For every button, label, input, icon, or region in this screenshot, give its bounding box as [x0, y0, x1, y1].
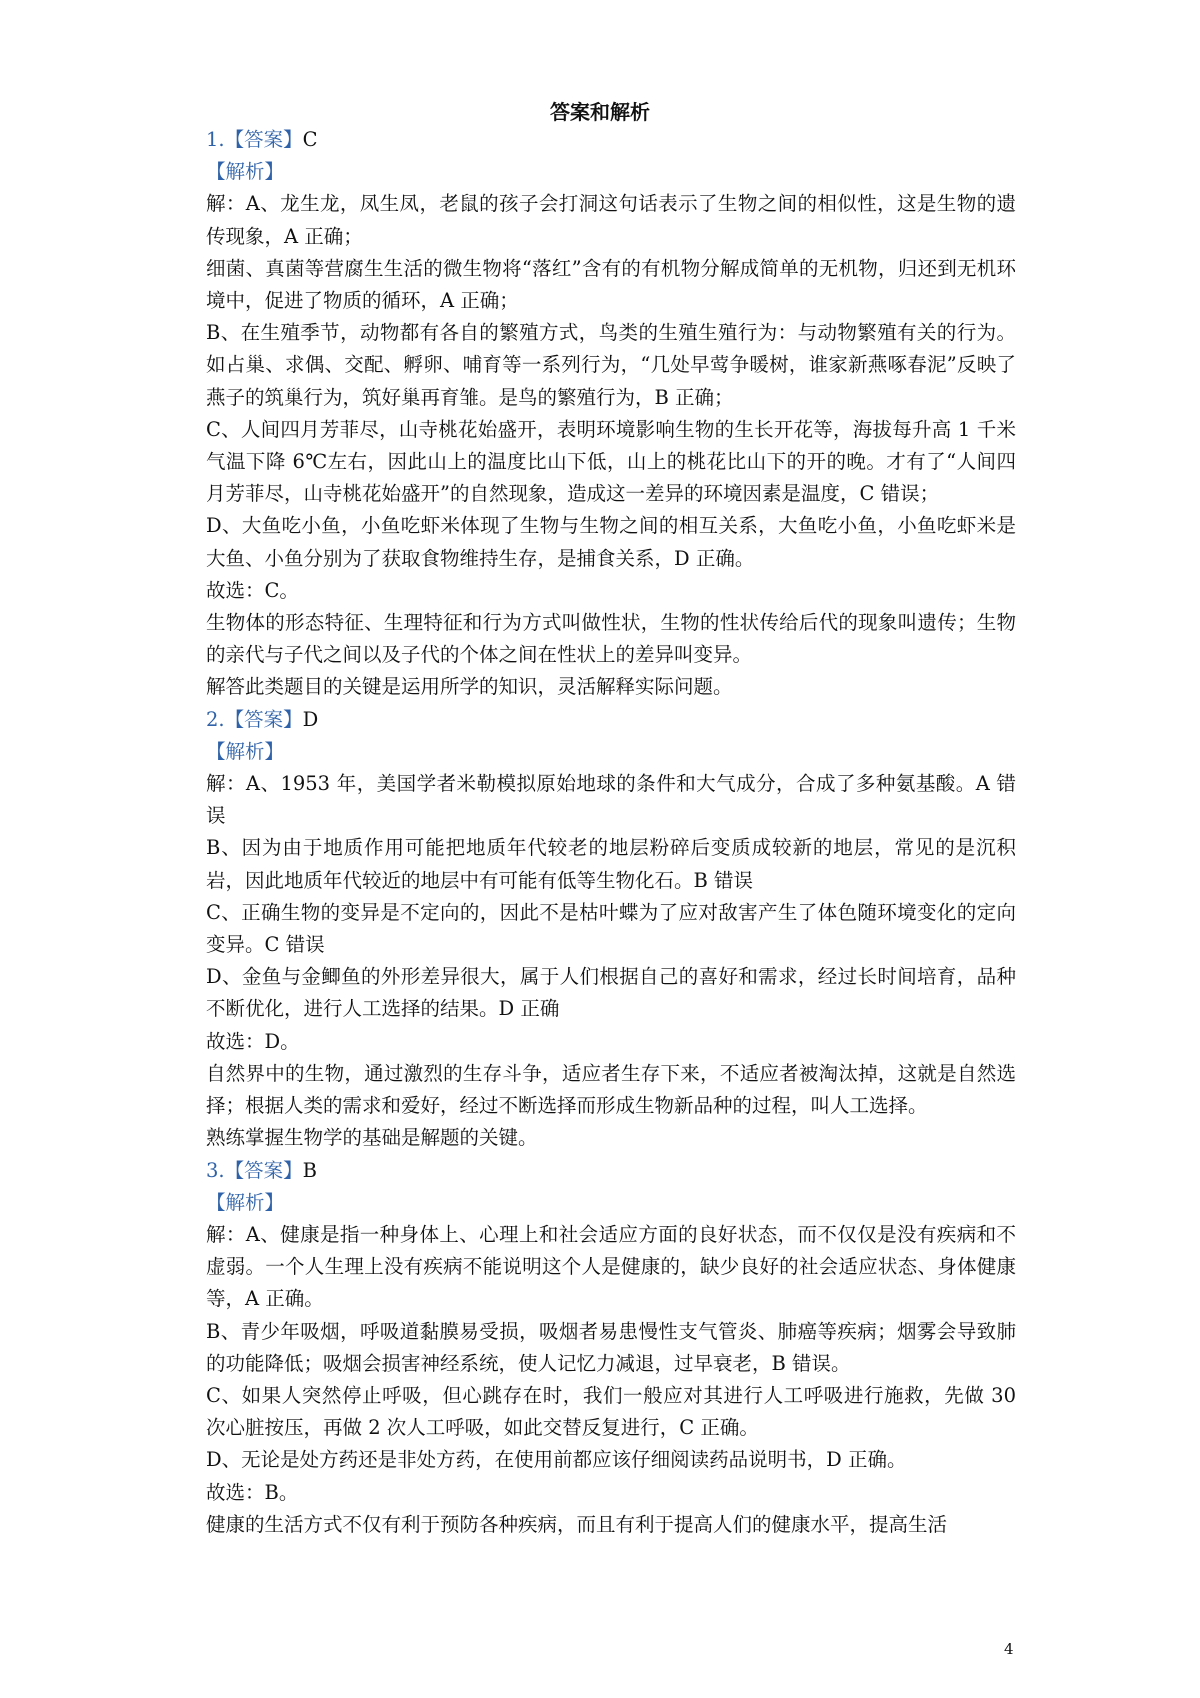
page-title: 答案和解析 [550, 100, 650, 124]
page-number: 4 [1004, 1640, 1014, 1658]
analysis-paragraph: B、在生殖季节，动物都有各自的繁殖方式，鸟类的生殖生殖行为：与动物繁殖有关的行为。如占巢、求偶、交配、孵卵、哺育等一系列行为，“几处早莺争暖树，谁家新燕啄春泥”反映了燕子的筑巢行为，筑好巢再育雏。是鸟的繁殖行为，B 正确； [206, 321, 1016, 409]
analysis-label: 【解析】 [206, 1190, 285, 1214]
analysis-paragraph: 细菌、真菌等营腐生生活的微生物将“落红”含有的有机物分解成简单的无机物，归还到无机环境中，促进了物质的循环，A 正确； [206, 256, 1016, 313]
answer-line [206, 124, 1016, 156]
analysis-paragraph: D、大鱼吃小鱼，小鱼吃虾米体现了生物与生物之间的相互关系，大鱼吃小鱼，小鱼吃虾米是大鱼、小鱼分别为了获取食物维持生存，是捕食关系，D 正确。 [206, 514, 1016, 570]
answer-label: 【答案】 [224, 1158, 303, 1182]
choice-line: 故选：C。 [206, 578, 299, 602]
answer-line [206, 704, 1016, 736]
analysis-paragraph: 自然界中的生物，通过激烈的生存斗争，适应者生存下来，不适应者被淘汰掉，这就是自然选择；根据人类的需求和爱好，经过不断选择而形成生物新品种的过程，叫人工选择。 [206, 1061, 1016, 1118]
answer-value: C [302, 128, 318, 151]
question-block-2 [206, 704, 1016, 1155]
analysis-label: 【解析】 [206, 739, 285, 763]
analysis-paragraph: C、正确生物的变异是不定向的，因此不是枯叶蝶为了应对敌害产生了体色随环境变化的定向变异。C 错误 [206, 900, 1016, 957]
answer-value: D [302, 707, 319, 731]
analysis-paragraph: C、人间四月芳菲尽，山寺桃花始盛开，表明环境影响生物的生长开花等，海拔每升高 1 千米气温下降 6℃左右，因此山上的温度比山下低，山上的桃花比山下的开的晚。才有了“人间四月芳菲尽，山寺桃花始盛开”的自然现象，造成这一差异的环境因素是温度，C 错误； [206, 417, 1016, 506]
answer-label: 【答案】 [224, 707, 303, 731]
answer-label: 【答案】 [224, 128, 303, 151]
analysis-paragraph: B、因为由于地质作用可能把地质年代较老的地层粉碎后变质成较新的地层，常见的是沉积岩，因此地质年代较近的地层中有可能有低等生物化石。B 错误 [206, 836, 1016, 892]
answer-line [206, 1155, 1016, 1187]
question-block-3 [206, 1155, 1016, 1541]
analysis-paragraph: D、金鱼与金鲫鱼的外形差异很大，属于人们根据自己的喜好和需求，经过长时间培育，品种不断优化，进行人工选择的结果。D 正确 [206, 965, 1016, 1021]
analysis-paragraph: 解答此类题目的关键是运用所学的知识，灵活解释实际问题。 [206, 675, 733, 699]
analysis-label: 【解析】 [206, 160, 285, 184]
choice-line: 故选：D。 [206, 1029, 300, 1053]
analysis-paragraph: 解：A、1953 年，美国学者米勒模拟原始地球的条件和大气成分，合成了多种氨基酸。A 错误 [206, 772, 1016, 828]
answer-value: B [302, 1158, 317, 1182]
question-number: 1. [206, 128, 225, 151]
analysis-paragraph: 解：A、龙生龙，凤生凤，老鼠的孩子会打洞这句话表示了生物之间的相似性，这是生物的遗传现象，A 正确； [206, 192, 1016, 248]
analysis-paragraph: B、青少年吸烟，呼吸道黏膜易受损，吸烟者易患慢性支气管炎、肺癌等疾病；烟雾会导致肺的功能降低；吸烟会损害神经系统，使人记忆力减退，过早衰老，B 错误。 [206, 1319, 1016, 1375]
choice-line: 故选：B。 [206, 1480, 299, 1504]
question-number: 2. [206, 707, 225, 731]
analysis-paragraph: 生物体的形态特征、生理特征和行为方式叫做性状，生物的性状传给后代的现象叫遗传；生物的亲代与子代之间以及子代的个体之间在性状上的差异叫变异。 [206, 611, 1016, 667]
question-number: 3. [206, 1158, 225, 1182]
analysis-paragraph: 解：A、健康是指一种身体上、心理上和社会适应方面的良好状态，而不仅仅是没有疾病和不虚弱。一个人生理上没有疾病不能说明这个人是健康的，缺少良好的社会适应状态、身体健康等，A 正确。 [206, 1222, 1016, 1311]
analysis-paragraph: 健康的生活方式不仅有利于预防各种疾病，而且有利于提高人们的健康水平，提高生活 [206, 1512, 948, 1536]
analysis-paragraph: C、如果人突然停止呼吸，但心跳存在时，我们一般应对其进行人工呼吸进行施救，先做 30 次心脏按压，再做 2 次人工呼吸，如此交替反复进行，C 正确。 [206, 1383, 1016, 1440]
analysis-paragraph: D、无论是处方药还是非处方药，在使用前都应该仔细阅读药品说明书，D 正确。 [206, 1448, 907, 1472]
analysis-paragraph: 熟练掌握生物学的基础是解题的关键。 [206, 1126, 538, 1150]
question-block-1 [206, 124, 1016, 704]
answer-section [206, 124, 1016, 1541]
